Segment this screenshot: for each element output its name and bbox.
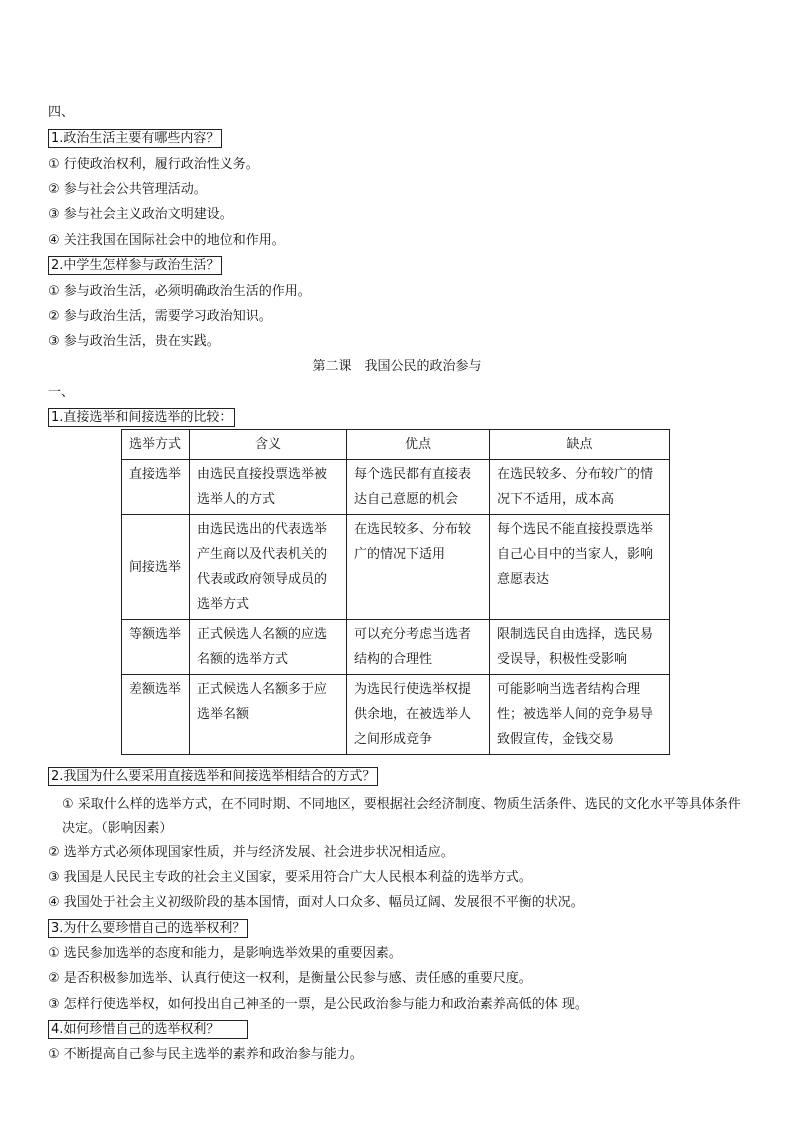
question-2 [48,767,378,787]
question-1 [48,129,222,149]
list-item: ① 采取什么样的选举方式，在不同时期、不同地区，要根据社会经济制度、物质生活条件、选民的文化水平等具体条件决定。（影响因素） [62,797,741,836]
question-4 [48,1020,248,1040]
table-cell: 差额选举 [122,675,190,755]
table-cell: 限制选民自由选择，选民易受误导，积极性受影响 [490,620,670,675]
table-header-row [122,430,670,460]
table-cell: 正式候选人名额多于应选举名额 [190,675,347,755]
list-item: ② 参与政治生活，需要学习政治知识。 [48,309,272,324]
table-cell: 每个选民都有直接表达自己意愿的机会 [347,460,490,515]
table-cell: 在选民较多、分布较广的情况下适用 [347,515,490,620]
column-header: 优点 [347,430,490,460]
list-item: ④ 我国处于社会主义初级阶段的基本国情，面对人口众多、幅员辽阔、发展很不平衡的状况。 [48,895,584,910]
table-row [122,515,670,620]
list-item: ② 参与社会公共管理活动。 [48,182,207,197]
section-heading: 一、 [48,385,75,400]
question-label: 4.如何珍惜自己的选举权利？ [48,1020,248,1039]
list-item: ② 是否积极参加选举、认真行使这一权利，是衡量公民参与感、责任感的重要尺度。 [48,971,532,986]
list-item: ③ 参与社会主义政治文明建设。 [48,207,233,222]
table-cell: 在选民较多、分布较广的情况下不适用，成本高 [490,460,670,515]
table-cell: 每个选民不能直接投票选举自己心目中的当家人，影响意愿表达 [490,515,670,620]
section-heading: 四、 [48,105,75,120]
list-item: ③ 参与政治生活，贵在实践。 [48,334,220,349]
question-label: 1.政治生活主要有哪些内容？ [48,129,222,148]
election-comparison-table [121,429,670,755]
table-cell: 由选民选出的代表选举产生商以及代表机关的代表或政府领导成员的选举方式 [190,515,347,620]
table-cell: 间接选举 [122,515,190,620]
table-cell: 为选民行使选举权提供余地，在被选举人之间形成竞争 [347,675,490,755]
question-3 [48,919,248,939]
list-item: ④ 关注我国在国际社会中的地位和作用。 [48,233,285,248]
list-item: ② 选举方式必须体现国家性质，并与经济发展、社会进步状况相适应。 [48,845,454,860]
table-row [122,460,670,515]
lesson-title: 第二课 我国公民的政治参与 [312,359,482,374]
list-item: ① 不断提高自己参与民主选举的素养和政治参与能力。 [48,1047,363,1062]
table-cell: 由选民直接投票选举被选举人的方式 [190,460,347,515]
question-label: 2.我国为什么要采用直接选举和间接选举相结合的方式？ [48,767,378,786]
table-row [122,620,670,675]
table-cell: 可能影响当选者结构合理性；被选举人间的竞争易导致假宣传，金钱交易 [490,675,670,755]
column-header: 缺点 [490,430,670,460]
table-cell: 等额选举 [122,620,190,675]
column-header: 选举方式 [122,430,190,460]
list-item: ③ 怎样行使选举权，如何投出自己神圣的一票，是公民政治参与能力和政治素养高低的体 现。 [48,997,588,1012]
list-item: ① 行使政治权利，履行政治性义务。 [48,157,259,172]
question-label: 1.直接选举和间接选举的比较： [48,408,235,427]
question-1 [48,408,235,428]
table-row [122,675,670,755]
column-header: 含义 [190,430,347,460]
list-item: ① 选民参加选举的态度和能力，是影响选举效果的重要因素。 [48,946,402,961]
list-item: ③ 我国是人民民主专政的社会主义国家，要采用符合广大人民根本利益的选举方式。 [48,870,532,885]
question-label: 2.中学生怎样参与政治生活？ [48,256,222,275]
question-2 [48,256,222,276]
list-item: ① 参与政治生活，必须明确政治生活的作用。 [48,284,311,299]
table-cell: 正式候选人名额的应选名额的选举方式 [190,620,347,675]
table-cell: 可以充分考虑当选者结构的合理性 [347,620,490,675]
question-label: 3.为什么要珍惜自己的选举权利？ [48,919,248,938]
table-cell: 直接选举 [122,460,190,515]
